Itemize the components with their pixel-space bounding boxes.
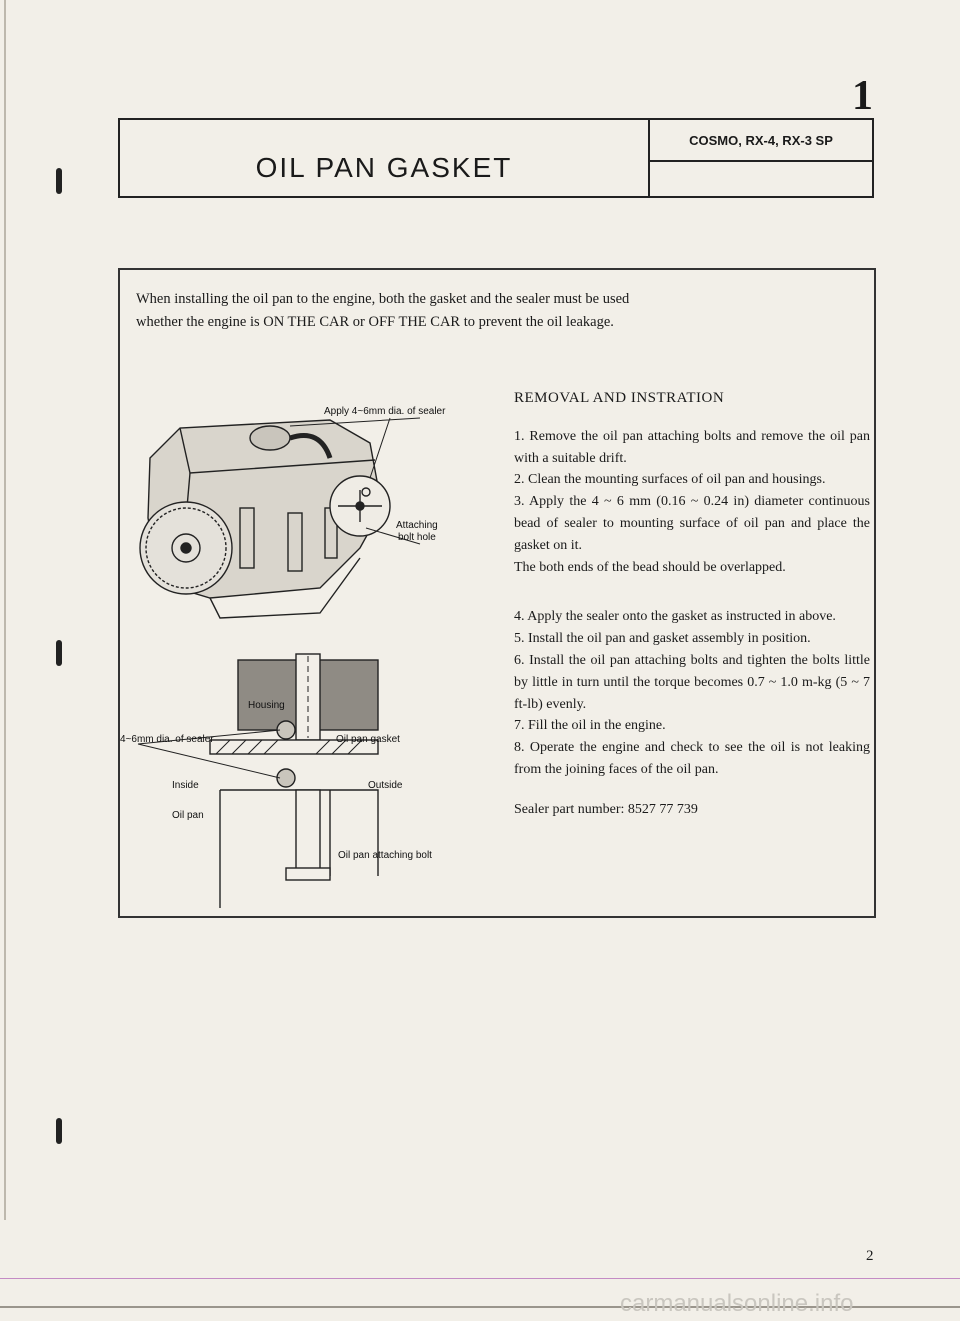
label-attaching-bolt: Oil pan attaching bolt: [338, 850, 432, 861]
step-2: 2. Clean the mounting surfaces of oil pan and housings.: [514, 472, 826, 488]
title-block: [118, 118, 874, 198]
label-bolt-hole: bolt hole: [398, 532, 436, 543]
step-6: 6. Install the oil pan attaching bolts and tighten the bolts little by little in turn until the torque becomes 0.7 ~ 1.0 m-kg (5 ~ 7 ft-lb) evenly.: [514, 652, 870, 712]
binder-hole-mark: [56, 1118, 62, 1144]
footer-line: [0, 1278, 960, 1279]
label-oil-pan-gasket: Oil pan gasket: [336, 734, 400, 745]
procedure-section: [514, 388, 870, 821]
procedure-heading: REMOVAL AND INSTRATION: [514, 390, 725, 406]
label-oil-pan: Oil pan: [172, 810, 204, 821]
binder-hole-mark: [56, 168, 62, 194]
spacer: [514, 578, 870, 606]
page-number: 2: [866, 1248, 874, 1264]
section-number: 1: [852, 73, 873, 119]
model-cell: [650, 120, 872, 196]
content-box: [118, 268, 876, 918]
step-4: 4. Apply the sealer onto the gasket as instructed in above.: [514, 609, 836, 625]
step-1: 1. Remove the oil pan attaching bolts and remove the oil pan with a suitable drift.: [514, 428, 870, 466]
step-3-note: The both ends of the bead should be overlapped.: [514, 559, 786, 575]
binder-hole-mark: [56, 640, 62, 666]
label-attaching: Attaching: [396, 520, 438, 531]
page-title: OIL PAN GASKET: [255, 152, 513, 183]
label-housing: Housing: [248, 700, 285, 711]
label-apply-sealer: Apply 4~6mm dia. of sealer: [324, 406, 446, 417]
intro-text: When installing the oil pan to the engine, both the gasket and the sealer must be used whether the engine is ON THE CAR or OFF THE CAR to prevent the oil leakage.: [136, 291, 630, 330]
step-7: 7. Fill the oil in the engine.: [514, 718, 666, 734]
model-list: COSMO, RX-4, RX-3 SP: [650, 120, 872, 162]
engine-illustration: [140, 418, 420, 618]
sealer-part-number: Sealer part number: 8527 77 739: [514, 801, 698, 817]
oil-pan-figure: [120, 398, 500, 918]
step-3: 3. Apply the 4 ~ 6 mm (0.16 ~ 0.24 in) diameter continuous bead of sealer to mounting surface of oil pan and place the gasket on it.: [514, 494, 870, 553]
step-8: 8. Operate the engine and check to see the oil is not leaking from the joining faces of the oil pan.: [514, 740, 870, 777]
label-sealer-size: 4~6mm dia. of sealer: [120, 734, 214, 745]
watermark: carmanualsonline.info: [620, 1290, 854, 1317]
label-inside: Inside: [172, 780, 199, 791]
title-cell: [120, 120, 650, 196]
step-5: 5. Install the oil pan and gasket assembly in position.: [514, 631, 811, 647]
attaching-bolt: [296, 790, 320, 870]
page-edge: [4, 0, 6, 1220]
empty-cell: [650, 162, 872, 196]
label-outside: Outside: [368, 780, 403, 791]
